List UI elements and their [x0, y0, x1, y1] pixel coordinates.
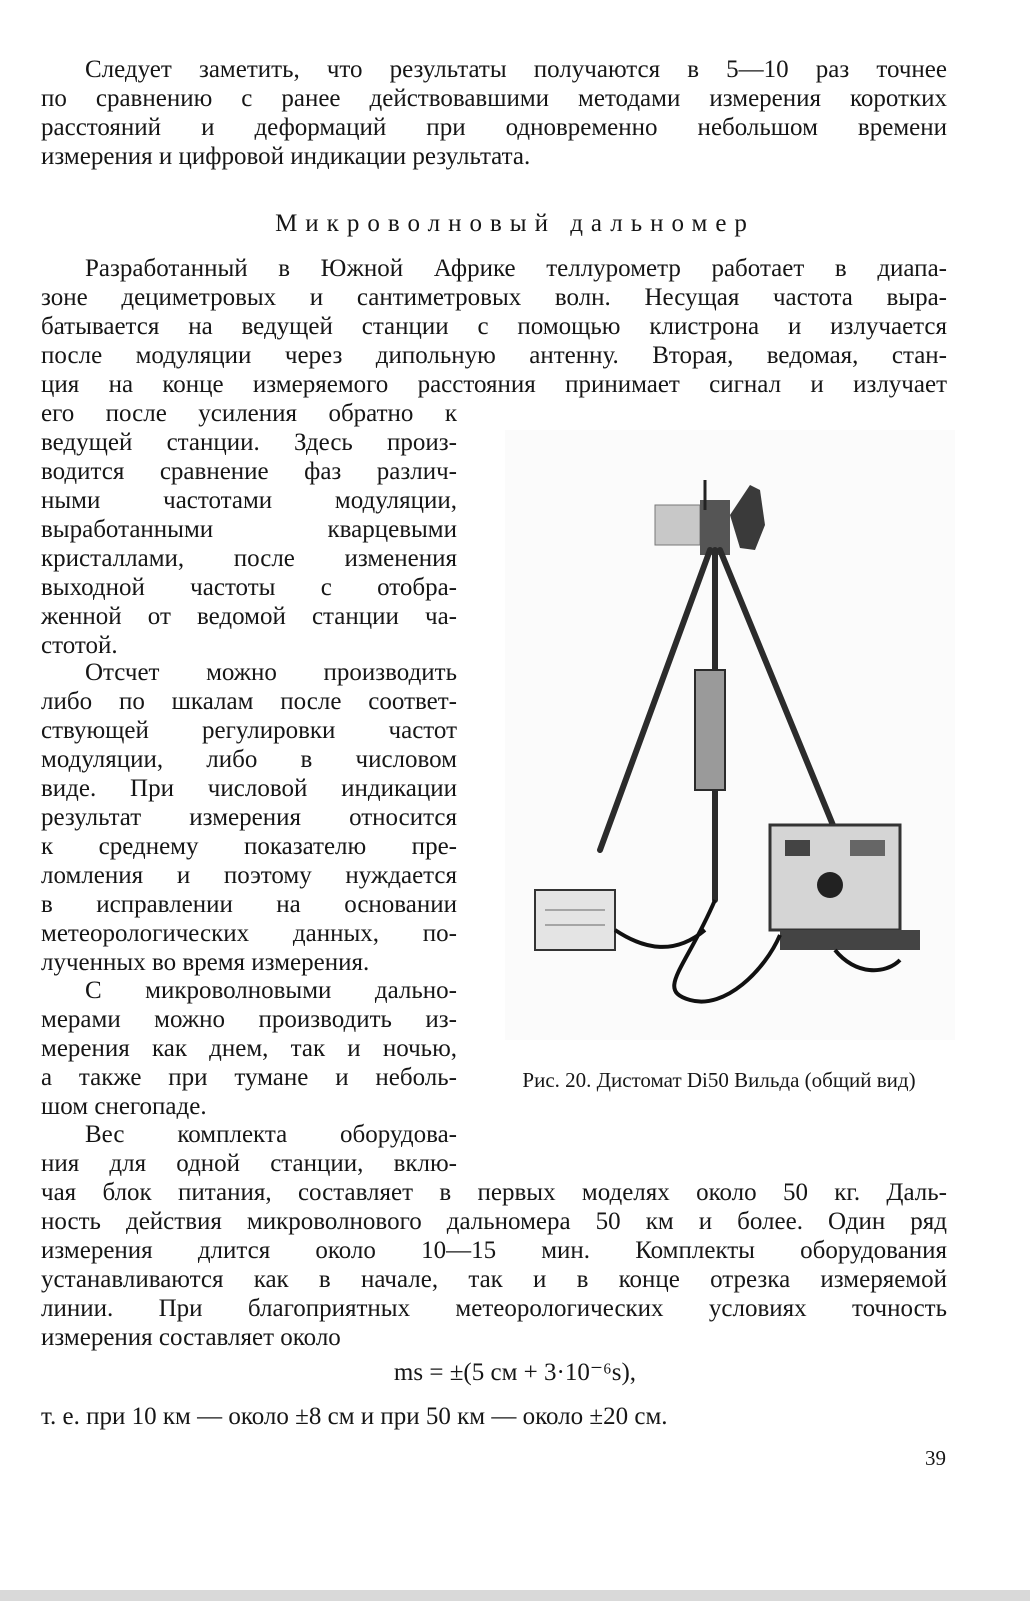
- text-line: лученных во время измерения.: [41, 949, 370, 976]
- closing-line: т. е. при 10 км — около ±8 см и при 50 км — около ±20 см.: [41, 1403, 668, 1430]
- page-bottom-edge: [0, 1590, 1030, 1601]
- distomat-figure: [505, 430, 955, 1040]
- text-line: выработанными кварцевыми: [41, 516, 457, 543]
- text-line: линии. При благоприятных метеорологических условиях точность: [41, 1295, 947, 1322]
- text-line: С микроволновыми дально-: [85, 977, 457, 1004]
- text-line: водится сравнение фаз различ-: [41, 458, 457, 485]
- text-line: ломления и поэтому нуждается: [41, 862, 457, 889]
- text-line: его после усиления обратно к: [41, 400, 457, 427]
- text-line: мерами можно производить из-: [41, 1006, 457, 1033]
- text-line: зоне дециметровых и сантиметровых волн. Несущая частота выра-: [41, 284, 947, 311]
- text-line: к среднему показателю пре-: [41, 833, 457, 860]
- text-line: ция на конце измеряемого расстояния принимает сигнал и излучает: [41, 371, 947, 398]
- text-line: кристаллами, после изменения: [41, 545, 457, 572]
- text-line: ность действия микроволнового дальномера 50 км и более. Один ряд: [41, 1208, 947, 1235]
- text-line: результат измерения относится: [41, 804, 457, 831]
- text-line: батывается на ведущей станции с помощью клистрона и излучается: [41, 313, 947, 340]
- text-line: шом снегопаде.: [41, 1093, 207, 1120]
- text-line: чая блок питания, составляет в первых моделях около 50 кг. Даль-: [41, 1179, 947, 1206]
- text-line: ствующей регулировки частот: [41, 717, 457, 744]
- text-line: ния для одной станции, вклю-: [41, 1150, 457, 1177]
- text-line: метеорологических данных, по-: [41, 920, 457, 947]
- text-line: женной от ведомой станции ча-: [41, 603, 457, 630]
- text-line: выходной частоты с отобра-: [41, 574, 457, 601]
- text-line: а также при тумане и неболь-: [41, 1064, 457, 1091]
- text-line: виде. При числовой индикации: [41, 775, 457, 802]
- accuracy-formula: ms = ±(5 см + 3·10⁻⁶s),: [393, 1359, 637, 1386]
- text-line: измерения составляет около: [41, 1324, 341, 1351]
- text-line: ведущей станции. Здесь произ-: [41, 429, 457, 456]
- text-line: мерения как днем, так и ночью,: [41, 1035, 457, 1062]
- text-line: в исправлении на основании: [41, 891, 457, 918]
- text-line: модуляции, либо в числовом: [41, 746, 457, 773]
- text-line: Вес комплекта оборудова-: [85, 1121, 457, 1148]
- text-line: после модуляции через дипольную антенну. Вторая, ведомая, стан-: [41, 342, 947, 369]
- text-line: стотой.: [41, 632, 118, 659]
- text-line: Следует заметить, что результаты получаются в 5—10 раз точнее: [85, 56, 947, 83]
- text-line: либо по шкалам после соответ-: [41, 688, 457, 715]
- control-unit-icon: [770, 825, 920, 950]
- text-line: расстояний и деформаций при одновременно небольшом времени: [41, 114, 947, 141]
- power-box-icon: [535, 890, 615, 950]
- text-line: Отсчет можно производить: [85, 659, 457, 686]
- page-number: 39: [925, 1446, 946, 1470]
- text-line: Разработанный в Южной Африке теллурометр работает в диапа-: [85, 255, 947, 282]
- figure-caption: Рис. 20. Дистомат Di50 Вильда (общий вид): [522, 1068, 916, 1092]
- section-heading: Микроволновый дальномер: [275, 210, 755, 237]
- text-line: по сравнению с ранее действовавшими методами измерения коротких: [41, 85, 947, 112]
- text-line: измерения длится около 10—15 мин. Комплекты оборудования: [41, 1237, 947, 1264]
- text-line: ными частотами модуляции,: [41, 487, 457, 514]
- text-line: измерения и цифровой индикации результата.: [41, 143, 531, 170]
- text-line: устанавливаются как в начале, так и в конце отрезка измеряемой: [41, 1266, 947, 1293]
